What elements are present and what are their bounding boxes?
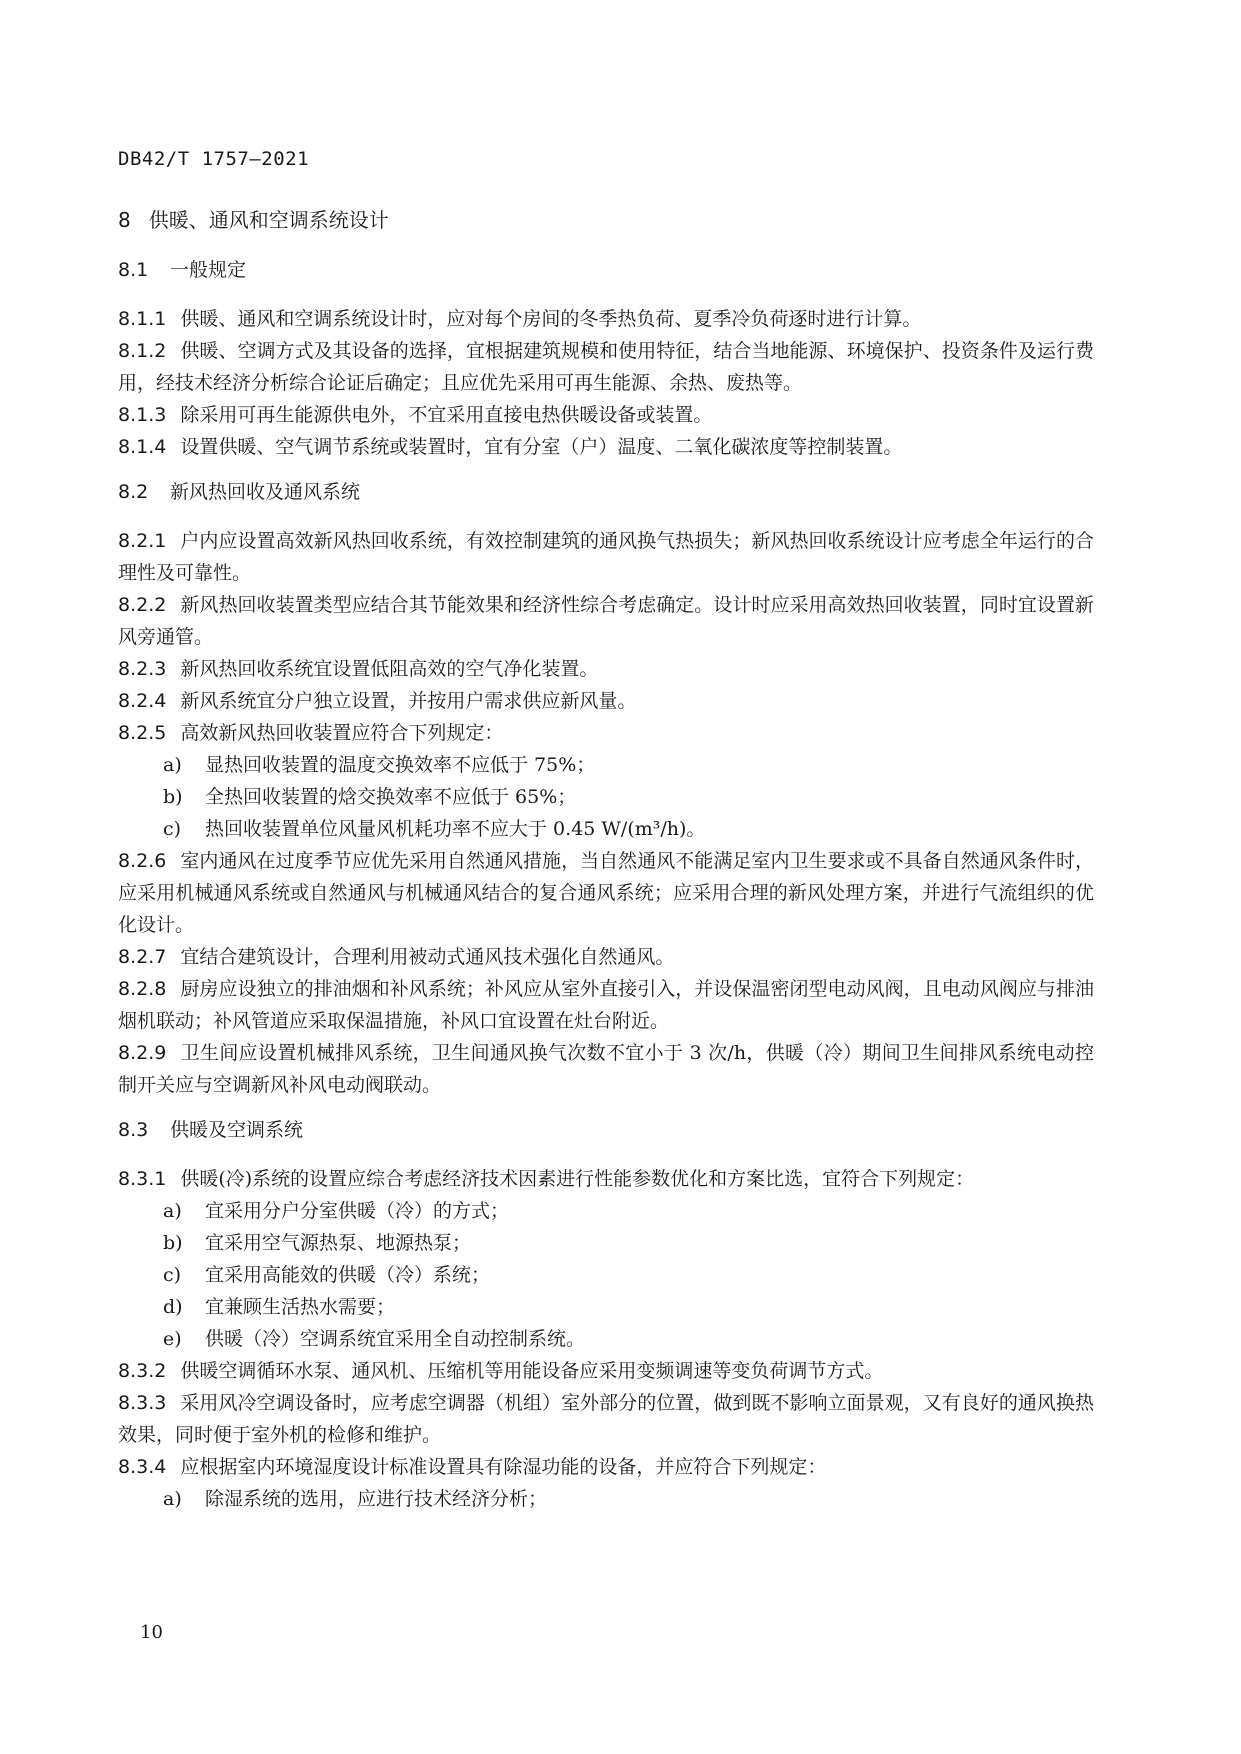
clause <box>118 303 1094 335</box>
list-item-text: 宜兼顾生活热水需要； <box>205 1296 396 1318</box>
section-spacer <box>118 463 1094 477</box>
clause <box>118 1163 1094 1195</box>
clause-text: 除采用可再生能源供电外，不宜采用直接电热供暖设备或装置。 <box>180 404 713 426</box>
clause-number: 8.2.7 <box>118 946 167 968</box>
section-title <box>118 255 1094 285</box>
list-item <box>118 1291 1094 1323</box>
list-item-letter: a) <box>163 754 182 776</box>
list-item-text: 宜采用高能效的供暖（冷）系统； <box>205 1264 491 1286</box>
clause-text: 新风热回收系统宜设置低阻高效的空气净化装置。 <box>180 658 599 680</box>
list-item-text: 全热回收装置的焓交换效率不应低于 65%； <box>205 786 577 808</box>
list-item-text: 热回收装置单位风量风机耗功率不应大于 0.45 W/(m³/h)。 <box>205 818 706 840</box>
clause <box>118 845 1094 941</box>
clause <box>118 335 1094 399</box>
chapter-title <box>118 204 389 233</box>
section-8-3 <box>118 1115 1094 1515</box>
clause-text: 供暖空调循环水泵、通风机、压缩机等用能设备应采用变频调速等变负荷调节方式。 <box>180 1360 884 1382</box>
list-item <box>118 1227 1094 1259</box>
list-item <box>118 1483 1094 1515</box>
list-item-letter: a) <box>163 1200 182 1222</box>
section-title <box>118 1115 1094 1145</box>
clause-number: 8.3.1 <box>118 1168 167 1190</box>
clause-number: 8.2.2 <box>118 594 167 616</box>
clause-text: 厨房应设独立的排油烟和补风系统；补风应从室外直接引入，并设保温密闭型电动风阀，且电动风阀应与排油烟机联动；补风管道应采取保温措施，补风口宜设置在灶台附近。 <box>118 978 1094 1032</box>
list-item-letter: b) <box>163 1232 183 1254</box>
list-item <box>118 781 1094 813</box>
section-8-1 <box>118 255 1094 477</box>
section-title-text: 一般规定 <box>170 259 247 281</box>
clause <box>118 589 1094 653</box>
clause-number: 8.2.4 <box>118 690 167 712</box>
clause-text: 供暖、空调方式及其设备的选择，宜根据建筑规模和使用特征，结合当地能源、环境保护、投资条件及运行费用，经技术经济分析综合论证后确定；且应优先采用可再生能源、余热、废热等。 <box>118 340 1094 394</box>
clause-number: 8.1.4 <box>118 436 167 458</box>
list-item-letter: a) <box>163 1488 182 1510</box>
clause <box>118 1355 1094 1387</box>
list-item <box>118 1195 1094 1227</box>
list-item-text: 除湿系统的选用，应进行技术经济分析； <box>205 1488 548 1510</box>
section-number: 8.1 <box>118 259 149 281</box>
section-title-text: 新风热回收及通风系统 <box>170 481 361 503</box>
clause <box>118 399 1094 431</box>
clause <box>118 1387 1094 1451</box>
page-number: 10 <box>140 1622 163 1643</box>
chapter-number: 8 <box>118 208 131 232</box>
clause <box>118 1037 1094 1101</box>
list-item-letter: c) <box>163 1264 182 1286</box>
list-item <box>118 1259 1094 1291</box>
clause-number: 8.2.9 <box>118 1042 167 1064</box>
clause-number: 8.2.5 <box>118 722 167 744</box>
clause-text: 采用风冷空调设备时，应考虑空调器（机组）室外部分的位置，做到既不影响立面景观，又有良好的通风换热效果，同时便于室外机的检修和维护。 <box>118 1392 1094 1446</box>
clause-text: 高效新风热回收装置应符合下列规定： <box>180 722 504 744</box>
list-item-text: 供暖（冷）空调系统宜采用全自动控制系统。 <box>205 1328 586 1350</box>
list-item-letter: d) <box>163 1296 183 1318</box>
clause <box>118 653 1094 685</box>
clause-text: 宜结合建筑设计，合理利用被动式通风技术强化自然通风。 <box>180 946 675 968</box>
clause <box>118 431 1094 463</box>
document-body <box>118 255 1094 1515</box>
clause <box>118 685 1094 717</box>
clause-number: 8.2.1 <box>118 530 167 552</box>
section-number: 8.3 <box>118 1119 149 1141</box>
list-item <box>118 749 1094 781</box>
list-item <box>118 1323 1094 1355</box>
section-title <box>118 477 1094 507</box>
section-spacer <box>118 1101 1094 1115</box>
clause <box>118 973 1094 1037</box>
clause-number: 8.2.8 <box>118 978 167 1000</box>
clause-text: 卫生间应设置机械排风系统，卫生间通风换气次数不宜小于 3 次/h，供暖（冷）期间卫生间排风系统电动控制开关应与空调新风补风电动阀联动。 <box>118 1042 1094 1096</box>
list-item-letter: c) <box>163 818 182 840</box>
clause-number: 8.1.3 <box>118 404 167 426</box>
section-title-text: 供暖及空调系统 <box>170 1119 304 1141</box>
section-number: 8.2 <box>118 481 149 503</box>
list-item-letter: e) <box>163 1328 182 1350</box>
clause-text: 设置供暖、空气调节系统或装置时，宜有分室（户）温度、二氧化碳浓度等控制装置。 <box>180 436 903 458</box>
clause-text: 供暖、通风和空调系统设计时，应对每个房间的冬季热负荷、夏季冷负荷逐时进行计算。 <box>180 308 922 330</box>
clause-text: 户内应设置高效新风热回收系统，有效控制建筑的通风换气热损失；新风热回收系统设计应考虑全年运行的合理性及可靠性。 <box>118 530 1094 584</box>
clause-text: 室内通风在过度季节应优先采用自然通风措施，当自然通风不能满足室内卫生要求或不具备自然通风条件时，应采用机械通风系统或自然通风与机械通风结合的复合通风系统；应采用合理的新风处理方案，并进行气流组织的优化设计。 <box>118 850 1094 936</box>
clause-number: 8.2.3 <box>118 658 167 680</box>
clause-number: 8.2.6 <box>118 850 167 872</box>
list-item-text: 宜采用空气源热泵、地源热泵； <box>205 1232 472 1254</box>
clause-text: 应根据室内环境湿度设计标准设置具有除湿功能的设备，并应符合下列规定： <box>180 1456 827 1478</box>
clause <box>118 941 1094 973</box>
clause-number: 8.1.2 <box>118 340 167 362</box>
clause-text: 新风系统宜分户独立设置，并按用户需求供应新风量。 <box>180 690 637 712</box>
list-item <box>118 813 1094 845</box>
clause <box>118 525 1094 589</box>
list-item-text: 宜采用分户分室供暖（冷）的方式； <box>205 1200 510 1222</box>
clause <box>118 1451 1094 1483</box>
section-8-2 <box>118 477 1094 1115</box>
clause-number: 8.1.1 <box>118 308 167 330</box>
clause-number: 8.3.2 <box>118 1360 167 1382</box>
chapter-title-text: 供暖、通风和空调系统设计 <box>148 208 389 232</box>
document-code: DB42/T 1757—2021 <box>118 148 310 170</box>
list-item-text: 显热回收装置的温度交换效率不应低于 75%； <box>205 754 596 776</box>
clause-number: 8.3.4 <box>118 1456 167 1478</box>
clause-number: 8.3.3 <box>118 1392 167 1414</box>
clause-text: 供暖(冷)系统的设置应综合考虑经济技术因素进行性能参数优化和方案比选，宜符合下列规定： <box>180 1168 975 1190</box>
clause <box>118 717 1094 749</box>
list-item-letter: b) <box>163 786 183 808</box>
clause-text: 新风热回收装置类型应结合其节能效果和经济性综合考虑确定。设计时应采用高效热回收装置，同时宜设置新风旁通管。 <box>118 594 1094 648</box>
